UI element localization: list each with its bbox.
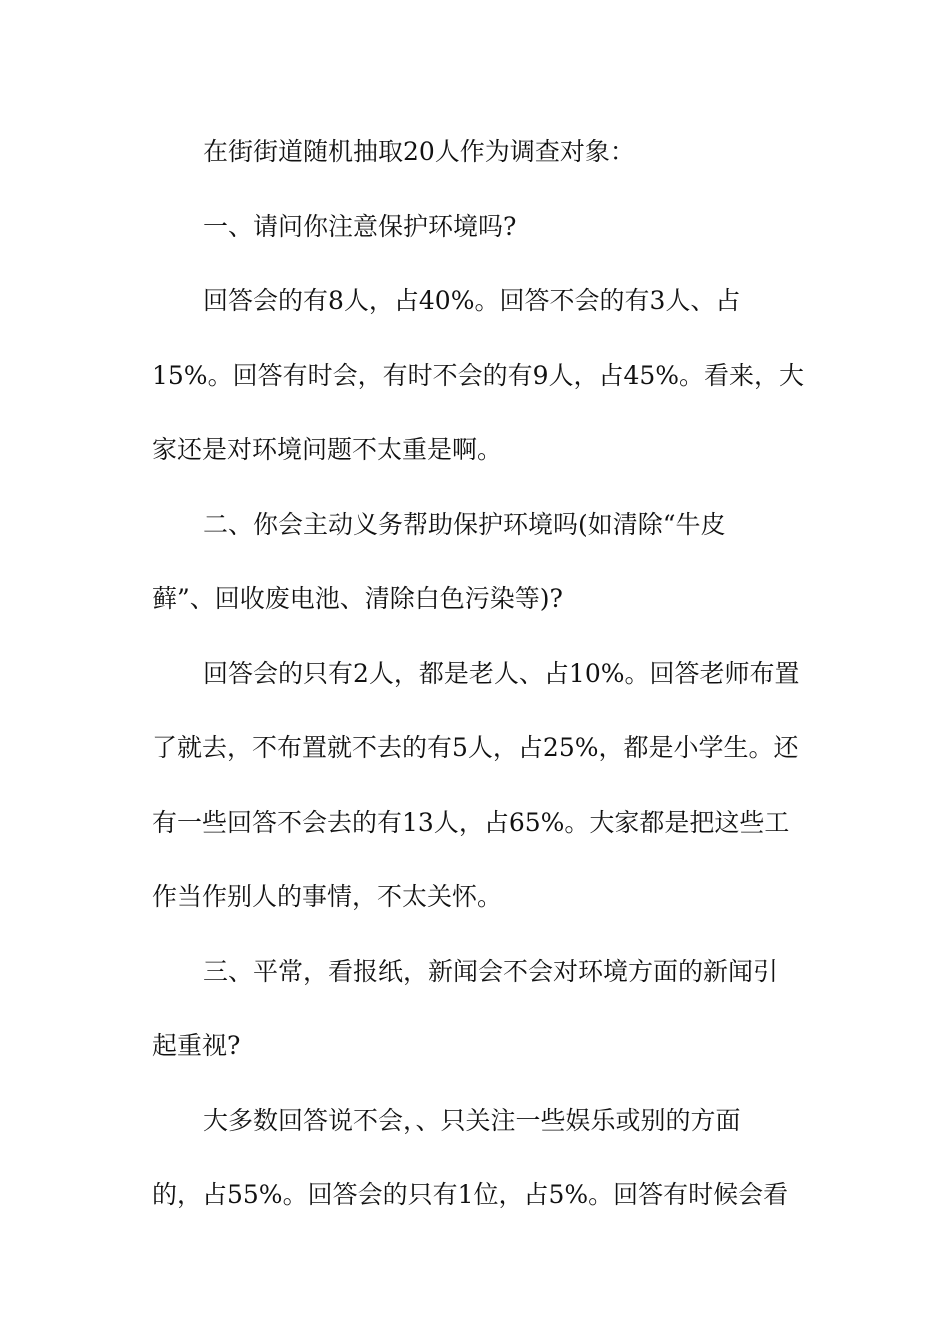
answer-2-line-2: 了就去，不布置就不去的有5人，占25%，都是小学生。还 [152, 733, 799, 762]
paragraph-intro: 在街街道随机抽取20人作为调查对象： [203, 137, 635, 166]
answer-1-line-1: 回答会的有8人，占40%。回答不会的有3人、占 [203, 286, 741, 315]
answer-1-line-3: 家还是对环境问题不太重是啊。 [152, 435, 503, 464]
question-2-line-1: 二、你会主动义务帮助保护环境吗(如清除“牛皮 [203, 510, 726, 539]
question-2-line-2: 藓”、回收废电池、清除白色污染等)? [152, 584, 563, 613]
answer-2-line-3: 有一些回答不会去的有13人，占65%。大家都是把这些工 [152, 808, 790, 837]
question-1: 一、请问你注意保护环境吗? [203, 212, 517, 241]
answer-3-line-1: 大多数回答说不会，、只关注一些娱乐或别的方面 [203, 1106, 741, 1135]
question-3-line-2: 起重视? [152, 1031, 241, 1060]
answer-2-line-4: 作当作别人的事情，不太关怀。 [152, 882, 503, 911]
answer-3-line-2: 的，占55%。回答会的只有1位，占5%。回答有时候会看 [152, 1180, 789, 1209]
answer-1-line-2: 15%。回答有时会，有时不会的有9人，占45%。看来，大 [152, 361, 805, 390]
question-3-line-1: 三、平常，看报纸，新闻会不会对环境方面的新闻引 [203, 957, 779, 986]
answer-2-line-1: 回答会的只有2人，都是老人、占10%。回答老师布置 [203, 659, 800, 688]
